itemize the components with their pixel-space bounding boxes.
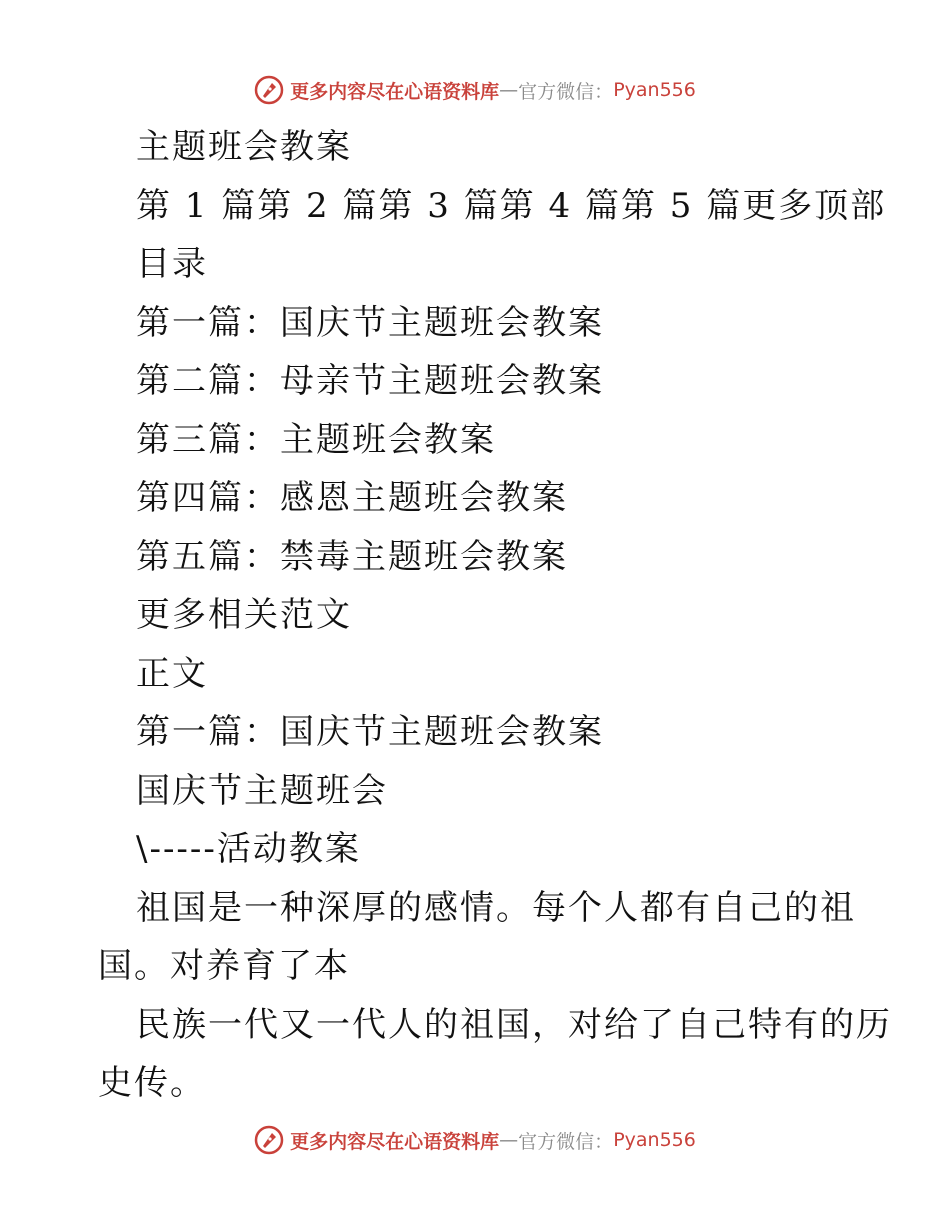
toc-item-1: 第一篇：国庆节主题班会教案 — [136, 302, 604, 343]
banner-label: 官方微信： — [518, 80, 614, 103]
paragraph-line: 史传。 — [98, 1063, 206, 1103]
footer-banner — [0, 1120, 950, 1160]
pen-nib-logo-icon — [254, 1125, 284, 1155]
toc-item-3: 第三篇：主题班会教案 — [136, 419, 496, 460]
toc-item-5: 第五篇：禁毒主题班会教案 — [136, 536, 568, 577]
toc-more-related: 更多相关范文 — [136, 595, 352, 635]
chapter-nav-line: 第 1 篇第 2 篇第 3 篇第 4 篇第 5 篇更多顶部 — [136, 185, 887, 226]
banner-site-text: 更多内容尽在心语资料库 — [290, 1130, 500, 1153]
body-heading: 正文 — [136, 653, 208, 694]
paragraph-line: 祖国是一种深厚的感情。每个人都有自己的祖 — [136, 887, 856, 928]
header-banner — [0, 70, 950, 110]
section-subtitle: 国庆节主题班会 — [136, 770, 388, 811]
paragraph-line: 民族一代又一代人的祖国，对给了自己特有的历 — [136, 1004, 892, 1045]
toc-heading: 目录 — [136, 244, 208, 284]
toc-item-2: 第二篇：母亲节主题班会教案 — [136, 361, 604, 401]
banner-wechat-id: Pyan556 — [613, 79, 696, 101]
toc-item-4: 第四篇：感恩主题班会教案 — [136, 478, 568, 518]
paragraph-line: 国。对养育了本 — [98, 946, 350, 986]
document-title: 主题班会教案 — [136, 127, 352, 167]
pen-nib-logo-icon — [254, 75, 284, 105]
section-title: 第一篇：国庆节主题班会教案 — [136, 712, 604, 752]
banner-separator: — — [499, 79, 519, 101]
banner-separator: — — [499, 1129, 519, 1151]
section-subtitle-2: \-----活动教案 — [136, 829, 361, 869]
banner-wechat-id: Pyan556 — [613, 1129, 696, 1151]
document-body — [0, 118, 950, 1113]
banner-label: 官方微信： — [518, 1130, 614, 1153]
banner-site-text: 更多内容尽在心语资料库 — [290, 80, 500, 103]
